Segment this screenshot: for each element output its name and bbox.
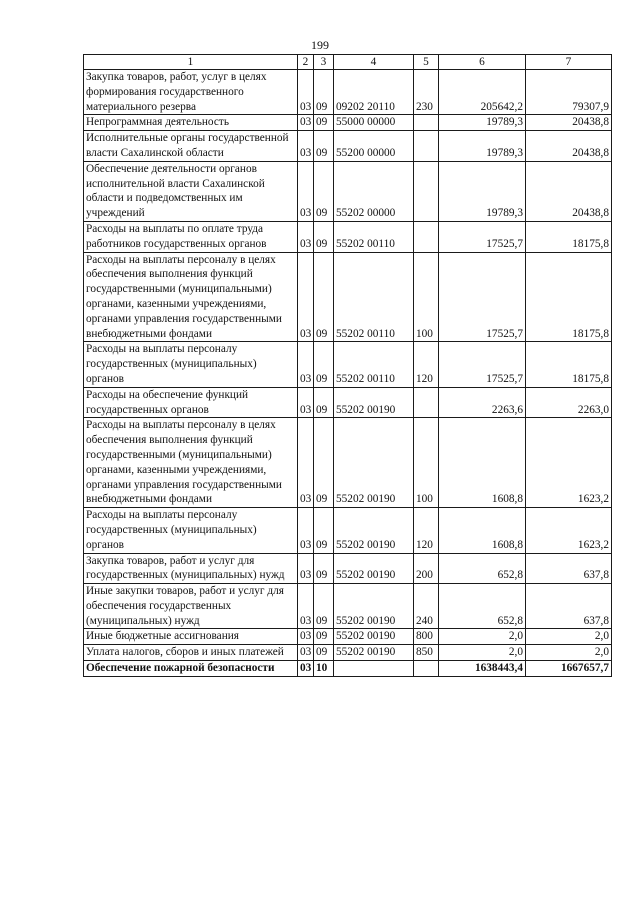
- target-article-code: 55000 00000: [334, 115, 414, 131]
- expense-type-code: [414, 387, 439, 418]
- subsection-code: 09: [314, 418, 334, 508]
- target-article-code: 55202 00190: [334, 553, 414, 584]
- expense-type-code: 100: [414, 252, 439, 342]
- subsection-code: 10: [314, 661, 334, 677]
- amount-column-6: 2,0: [439, 629, 526, 645]
- amount-column-7: 1623,2: [526, 508, 612, 553]
- target-article-code: 09202 20110: [334, 70, 414, 115]
- amount-column-6: 1638443,4: [439, 661, 526, 677]
- header-cell-1: 1: [84, 55, 298, 70]
- amount-column-6: 1608,8: [439, 418, 526, 508]
- section-code: 03: [298, 508, 314, 553]
- table-row: [84, 221, 612, 252]
- subsection-code: 09: [314, 645, 334, 661]
- expense-type-code: [414, 131, 439, 162]
- amount-column-7: 79307,9: [526, 70, 612, 115]
- subsection-code: 09: [314, 584, 334, 629]
- section-code: 03: [298, 387, 314, 418]
- section-code: 03: [298, 629, 314, 645]
- table-row: [84, 418, 612, 508]
- header-row: [84, 55, 612, 70]
- page-number: 199: [311, 38, 329, 52]
- expense-type-code: [414, 115, 439, 131]
- expense-type-code: [414, 161, 439, 221]
- subsection-code: 09: [314, 387, 334, 418]
- expense-type-code: 120: [414, 508, 439, 553]
- amount-column-6: 19789,3: [439, 115, 526, 131]
- section-code: 03: [298, 252, 314, 342]
- section-code: 03: [298, 553, 314, 584]
- item-name: Иные закупки товаров, работ и услуг для обеспечения государственных (муниципальных) нужд: [84, 584, 298, 629]
- target-article-code: [334, 661, 414, 677]
- amount-column-7: 18175,8: [526, 342, 612, 387]
- item-name: Расходы на обеспечение функций государственных органов: [84, 387, 298, 418]
- table-row: [84, 584, 612, 629]
- item-name: Непрограммная деятельность: [84, 115, 298, 131]
- amount-column-7: 20438,8: [526, 161, 612, 221]
- section-code: 03: [298, 221, 314, 252]
- target-article-code: 55202 00190: [334, 387, 414, 418]
- amount-column-6: 17525,7: [439, 252, 526, 342]
- amount-column-6: 19789,3: [439, 161, 526, 221]
- subsection-code: 09: [314, 221, 334, 252]
- item-name: Расходы на выплаты персоналу в целях обеспечения выполнения функций государственными (муниципальными) органами, казенными учреждениями, органами управления государственными внебюджетными фондами: [84, 252, 298, 342]
- item-name: Расходы на выплаты по оплате труда работников государственных органов: [84, 221, 298, 252]
- amount-column-7: 2263,0: [526, 387, 612, 418]
- subsection-code: 09: [314, 131, 334, 162]
- target-article-code: 55202 00000: [334, 161, 414, 221]
- item-name: Расходы на выплаты персоналу государственных (муниципальных) органов: [84, 342, 298, 387]
- section-code: 03: [298, 342, 314, 387]
- amount-column-7: 18175,8: [526, 252, 612, 342]
- expense-type-code: [414, 661, 439, 677]
- expense-type-code: 800: [414, 629, 439, 645]
- item-name: Закупка товаров, работ и услуг для государственных (муниципальных) нужд: [84, 553, 298, 584]
- section-code: 03: [298, 584, 314, 629]
- amount-column-6: 205642,2: [439, 70, 526, 115]
- amount-column-6: 19789,3: [439, 131, 526, 162]
- expense-type-code: 240: [414, 584, 439, 629]
- expense-type-code: 200: [414, 553, 439, 584]
- table-row: [84, 342, 612, 387]
- expense-type-code: 120: [414, 342, 439, 387]
- budget-table-body: [84, 70, 612, 677]
- table-row: [84, 131, 612, 162]
- header-cell-2: 2: [298, 55, 314, 70]
- item-name: Уплата налогов, сборов и иных платежей: [84, 645, 298, 661]
- expense-type-code: 850: [414, 645, 439, 661]
- amount-column-6: 652,8: [439, 584, 526, 629]
- subsection-code: 09: [314, 553, 334, 584]
- amount-column-7: 637,8: [526, 553, 612, 584]
- section-code: 03: [298, 131, 314, 162]
- amount-column-7: 20438,8: [526, 131, 612, 162]
- header-cell-4: 4: [334, 55, 414, 70]
- amount-column-6: 2,0: [439, 645, 526, 661]
- subsection-code: 09: [314, 508, 334, 553]
- subsection-code: 09: [314, 629, 334, 645]
- subsection-code: 09: [314, 252, 334, 342]
- expense-type-code: 230: [414, 70, 439, 115]
- target-article-code: 55202 00190: [334, 418, 414, 508]
- amount-column-7: 2,0: [526, 629, 612, 645]
- budget-table: [83, 54, 612, 677]
- table-row: [84, 161, 612, 221]
- table-row: [84, 508, 612, 553]
- amount-column-6: 2263,6: [439, 387, 526, 418]
- target-article-code: 55202 00190: [334, 645, 414, 661]
- expense-type-code: [414, 221, 439, 252]
- section-code: 03: [298, 70, 314, 115]
- amount-column-6: 17525,7: [439, 342, 526, 387]
- target-article-code: 55202 00190: [334, 629, 414, 645]
- header-cell-7: 7: [526, 55, 612, 70]
- target-article-code: 55202 00110: [334, 252, 414, 342]
- section-code: 03: [298, 418, 314, 508]
- table-row: [84, 629, 612, 645]
- target-article-code: 55202 00190: [334, 584, 414, 629]
- amount-column-7: 1623,2: [526, 418, 612, 508]
- section-code: 03: [298, 661, 314, 677]
- subsection-code: 09: [314, 342, 334, 387]
- table-row: [84, 387, 612, 418]
- amount-column-6: 1608,8: [439, 508, 526, 553]
- item-name: Расходы на выплаты персоналу в целях обеспечения выполнения функций государственными (муниципальными) органами, казенными учреждениями, органами управления государственными внебюджетными фондами: [84, 418, 298, 508]
- table-row: [84, 70, 612, 115]
- amount-column-7: 1667657,7: [526, 661, 612, 677]
- header-cell-3: 3: [314, 55, 334, 70]
- amount-column-6: 652,8: [439, 553, 526, 584]
- subsection-code: 09: [314, 161, 334, 221]
- target-article-code: 55202 00110: [334, 221, 414, 252]
- amount-column-7: 2,0: [526, 645, 612, 661]
- header-cell-5: 5: [414, 55, 439, 70]
- table-row: [84, 553, 612, 584]
- subsection-code: 09: [314, 70, 334, 115]
- section-code: 03: [298, 115, 314, 131]
- amount-column-7: 637,8: [526, 584, 612, 629]
- table-row: [84, 661, 612, 677]
- target-article-code: 55202 00190: [334, 508, 414, 553]
- section-code: 03: [298, 161, 314, 221]
- amount-column-7: 18175,8: [526, 221, 612, 252]
- table-row: [84, 252, 612, 342]
- item-name: Исполнительные органы государственной власти Сахалинской области: [84, 131, 298, 162]
- amount-column-6: 17525,7: [439, 221, 526, 252]
- item-name: Обеспечение пожарной безопасности: [84, 661, 298, 677]
- target-article-code: 55202 00110: [334, 342, 414, 387]
- section-code: 03: [298, 645, 314, 661]
- item-name: Закупка товаров, работ, услуг в целях формирования государственного материального резерва: [84, 70, 298, 115]
- header-cell-6: 6: [439, 55, 526, 70]
- item-name: Расходы на выплаты персоналу государственных (муниципальных) органов: [84, 508, 298, 553]
- table-row: [84, 645, 612, 661]
- subsection-code: 09: [314, 115, 334, 131]
- item-name: Иные бюджетные ассигнования: [84, 629, 298, 645]
- amount-column-7: 20438,8: [526, 115, 612, 131]
- item-name: Обеспечение деятельности органов исполнительной власти Сахалинской области и подведомственных им учреждений: [84, 161, 298, 221]
- table-row: [84, 115, 612, 131]
- expense-type-code: 100: [414, 418, 439, 508]
- target-article-code: 55200 00000: [334, 131, 414, 162]
